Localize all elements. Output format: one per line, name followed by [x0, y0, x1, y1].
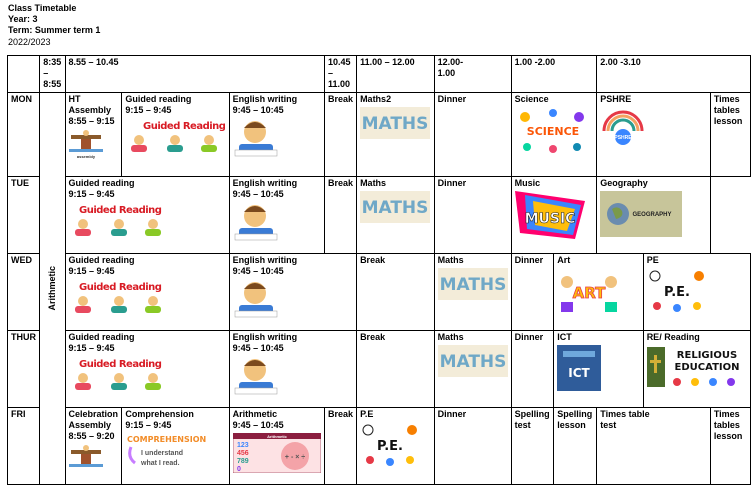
school-year-label: 2022/2023 — [8, 37, 51, 47]
english-writing-image — [233, 118, 279, 158]
svg-text:SCIENCE: SCIENCE — [526, 125, 579, 138]
fri-times-tables-cell: Times tables lesson — [710, 408, 750, 485]
svg-text:Guided Reading: Guided Reading — [78, 282, 161, 293]
time-1100-1200: 11.00 – 12.00 — [357, 56, 435, 93]
tue-guided-cell: Guided reading 9:15 – 9:45 Guided Reading — [65, 177, 229, 254]
svg-text:P.E.: P.E. — [663, 285, 690, 300]
wed-art-cell: Art ART — [554, 254, 643, 331]
wed-guided-cell: Guided reading 9:15 – 9:45 Guided Reading — [65, 254, 229, 331]
re-image — [647, 345, 747, 389]
guided-reading-image — [69, 279, 169, 315]
wed-maths-cell: Maths MATHS — [434, 254, 511, 331]
wed-dinner: Dinner — [511, 254, 554, 331]
mon-guided-cell: Guided reading 9:15 – 9:45 Guided Reading — [122, 93, 229, 177]
corner-cell — [8, 56, 40, 93]
time-header-row — [8, 56, 751, 93]
svg-text:MATHS: MATHS — [439, 275, 507, 295]
thur-ict-cell: ICT ICT — [554, 331, 643, 408]
wed-english-cell: English writing 9:45 – 10:45 — [229, 254, 356, 331]
wed-pe-cell: PE P.E. — [643, 254, 750, 331]
row-wednesday — [8, 254, 751, 331]
svg-text:RELIGIOUS: RELIGIOUS — [676, 350, 737, 361]
svg-text:MATHS: MATHS — [439, 352, 507, 372]
wed-break: Break — [357, 254, 435, 331]
row-thursday — [8, 331, 751, 408]
svg-text:Guided Reading: Guided Reading — [78, 205, 161, 216]
mon-pshre-cell: PSHRE PSHRE — [597, 93, 711, 177]
time-1200-100: 12.00- 1.00 — [434, 56, 511, 93]
svg-text:MUSIC: MUSIC — [524, 211, 576, 227]
tue-dinner: Dinner — [434, 177, 511, 254]
page-title: Class Timetable — [8, 3, 77, 13]
fri-times-table-test-cell: Times table test — [597, 408, 711, 485]
fri-break: Break — [324, 408, 356, 485]
pe-image — [360, 422, 420, 466]
assembly-image — [69, 129, 103, 159]
fri-spelling-test-cell: Spelling test — [511, 408, 554, 485]
svg-text:COMPREHENSION: COMPREHENSION — [127, 435, 207, 444]
thur-break: Break — [357, 331, 435, 408]
guided-reading-image — [69, 356, 169, 392]
thur-english-cell: English writing 9:45 – 10:45 — [229, 331, 356, 408]
fri-arithmetic-cell: Arithmetic 9:45 – 10:45 Arithmetic 123 456 789 0 + - × ÷ — [229, 408, 324, 485]
pe-image — [647, 268, 707, 314]
fri-spelling-lesson-cell: Spelling lesson — [554, 408, 597, 485]
maths-image — [360, 191, 430, 223]
time-835: 8:35 – 8:55 — [40, 56, 65, 93]
svg-text:PSHRE: PSHRE — [614, 135, 632, 141]
fri-dinner: Dinner — [434, 408, 511, 485]
comprehension-image — [125, 433, 225, 471]
music-image — [515, 191, 585, 239]
row-friday — [8, 408, 751, 485]
assembly-image — [69, 444, 103, 472]
thur-maths-cell: Maths MATHS — [434, 331, 511, 408]
day-thur: THUR — [8, 331, 40, 408]
thur-dinner: Dinner — [511, 331, 554, 408]
tue-maths-cell: Maths MATHS — [357, 177, 435, 254]
svg-text:what I read.: what I read. — [141, 460, 180, 467]
time-1045: 10.45 – 11.00 — [324, 56, 356, 93]
svg-text:ART: ART — [572, 284, 606, 302]
mon-times-tables-cell: Times tables lesson — [710, 93, 750, 177]
day-tue: TUE — [8, 177, 40, 254]
mon-maths-cell: Maths2 MATHS — [357, 93, 435, 177]
timetable — [7, 55, 751, 485]
tue-break: Break — [324, 177, 356, 254]
english-writing-image — [233, 356, 279, 396]
thur-guided-cell: Guided reading 9:15 – 9:45 Guided Reading — [65, 331, 229, 408]
svg-text:789: 789 — [236, 458, 249, 465]
fri-comprehension-cell: Comprehension 9:15 – 9:45 COMPREHENSION I understand what I read. — [122, 408, 229, 485]
time-200-310: 2.00 -3.10 — [597, 56, 751, 93]
maths-image — [438, 345, 508, 377]
row-tuesday — [8, 177, 751, 254]
mon-science-cell: Science SCIENCE — [511, 93, 597, 177]
guided-reading-image — [69, 202, 169, 238]
svg-text:EDUCATION: EDUCATION — [674, 362, 740, 373]
tue-geography-cell: Geography GEOGRAPHY — [597, 177, 711, 254]
maths-image — [360, 107, 430, 139]
thur-re-cell: RE/ Reading RELIGIOUS EDUCATION — [643, 331, 750, 408]
mon-break: Break — [324, 93, 356, 177]
svg-text:Arithmetic: Arithmetic — [266, 434, 287, 439]
day-mon: MON — [8, 93, 40, 177]
mon-dinner: Dinner — [434, 93, 511, 177]
svg-text:+ - × ÷: + - × ÷ — [284, 454, 305, 461]
svg-text:I understand: I understand — [141, 450, 184, 457]
tue-music-cell: Music MUSIC — [511, 177, 597, 254]
term-label: Term: Summer term 1 — [8, 25, 101, 35]
arithmetic-column — [40, 93, 65, 485]
mon-assembly-cell: HT Assembly 8:55 – 9:15 assembly — [65, 93, 122, 177]
svg-text:Guided Reading: Guided Reading — [78, 359, 161, 370]
fri-celebration-cell: Celebration Assembly 8:55 – 9:20 — [65, 408, 122, 485]
guided-reading-image — [125, 118, 225, 154]
maths-image — [438, 268, 508, 300]
tue-english-cell: English writing 9:45 – 10:45 — [229, 177, 324, 254]
svg-text:MATHS: MATHS — [361, 114, 429, 134]
svg-text:GEOGRAPHY: GEOGRAPHY — [632, 212, 672, 218]
art-image — [557, 268, 621, 314]
mon-english-cell: English writing 9:45 – 10:45 — [229, 93, 324, 177]
svg-text:123: 123 — [236, 442, 249, 449]
english-writing-image — [233, 202, 279, 242]
geography-image — [600, 191, 682, 237]
svg-text:assembly: assembly — [76, 154, 95, 159]
day-wed: WED — [8, 254, 40, 331]
arithmetic-image — [233, 433, 321, 473]
english-writing-image — [233, 279, 279, 319]
svg-text:MATHS: MATHS — [361, 198, 429, 218]
arithmetic-vertical-label: Arithmetic — [46, 266, 57, 311]
pshre-image — [600, 107, 646, 147]
svg-text:456: 456 — [236, 450, 249, 457]
fri-pe-cell: P.E P.E. — [357, 408, 435, 485]
svg-text:ICT: ICT — [568, 366, 590, 380]
science-image — [515, 107, 591, 155]
row-monday — [8, 93, 751, 177]
ict-image — [557, 345, 601, 391]
time-855-1045: 8.55 – 10.45 — [65, 56, 324, 93]
svg-text:0: 0 — [236, 466, 241, 473]
svg-text:Guided Reading: Guided Reading — [143, 121, 226, 132]
time-100-200: 1.00 -2.00 — [511, 56, 597, 93]
year-label: Year: 3 — [8, 14, 38, 24]
svg-text:P.E.: P.E. — [377, 439, 404, 454]
day-fri: FRI — [8, 408, 40, 485]
